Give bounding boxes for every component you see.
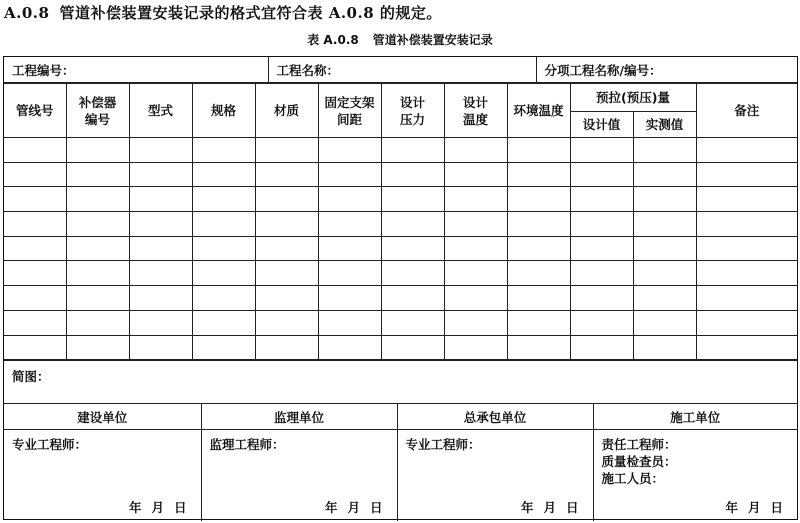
table-cell[interactable] [4,187,66,212]
table-cell[interactable] [633,335,696,360]
table-cell[interactable] [129,187,192,212]
table-cell[interactable] [192,335,255,360]
table-cell[interactable] [192,138,255,163]
col-support-spacing-l2: 间距 [336,111,362,127]
table-cell[interactable] [444,212,507,237]
date-month: 月 [543,500,556,516]
table-cell[interactable] [381,162,444,187]
table-cell[interactable] [192,310,255,335]
table-number: 表 A.0.8 [307,33,359,47]
date-month: 月 [347,500,360,516]
table-cell[interactable] [129,138,192,163]
col-compensator-number-l1: 补偿器 [78,94,117,110]
table-cell[interactable] [633,286,696,311]
table-cell[interactable] [318,162,381,187]
table-cell[interactable] [444,335,507,360]
table-cell[interactable] [66,162,129,187]
table-cell[interactable] [381,261,444,286]
date-line [119,498,187,516]
col-compensator-number [66,84,129,138]
signature-cell-contractor[interactable] [397,430,593,522]
table-cell[interactable] [66,261,129,286]
unit-title-construction-owner: 建设单位 [4,404,201,430]
date-year: 年 [725,500,738,516]
table-cell[interactable] [696,261,797,286]
table-cell[interactable] [444,187,507,212]
col-design-pressure-l2: 压力 [399,111,425,127]
col-material: 材质 [255,84,318,138]
table-cell[interactable] [381,212,444,237]
table-cell[interactable] [4,310,66,335]
table-cell[interactable] [66,286,129,311]
table-cell[interactable] [129,335,192,360]
table-cell[interactable] [381,335,444,360]
table-cell[interactable] [4,261,66,286]
table-cell[interactable] [633,261,696,286]
date-year: 年 [128,500,142,516]
table-cell[interactable] [507,310,570,335]
table-cell[interactable] [570,187,633,212]
clause-heading [4,2,442,23]
table-row [4,286,797,311]
table-cell[interactable] [570,286,633,311]
table-cell[interactable] [255,212,318,237]
project-name-field[interactable]: 工程名称： [268,57,536,83]
date-line [511,498,579,516]
table-cell[interactable] [66,187,129,212]
table-cell[interactable] [570,212,633,237]
col-compensator-number-l2: 编号 [84,111,110,127]
table-cell[interactable] [444,310,507,335]
table-title: 管道补偿装置安装记录 [372,33,493,47]
date-month: 月 [747,500,761,516]
table-cell[interactable] [129,286,192,311]
clause-number: A.0.8 [4,4,50,22]
table-row [4,138,797,163]
date-day: 日 [369,500,383,516]
table-cell[interactable] [696,310,797,335]
col-ambient-temperature: 环境温度 [507,84,570,138]
table-cell[interactable] [444,236,507,261]
table-cell[interactable] [4,236,66,261]
table-cell[interactable] [192,187,255,212]
table-cell[interactable] [129,261,192,286]
date-year: 年 [520,500,534,516]
col-design-value: 设计值 [570,112,633,138]
table-cell[interactable] [255,261,318,286]
col-pipe-number: 管线号 [4,84,66,138]
table-row [4,335,797,360]
date-month: 月 [151,500,164,516]
col-spec: 规格 [192,84,255,138]
table-row [4,212,797,237]
signer-label: 专业工程师： [12,437,88,453]
table-cell[interactable] [570,335,633,360]
table-cell[interactable] [633,212,696,237]
col-support-spacing [318,84,381,138]
clause-text: 管道补偿装置安装记录的格式宜符合表 A.0.8 的规定。 [59,4,442,22]
table-cell[interactable] [255,187,318,212]
table-cell[interactable] [192,286,255,311]
table-cell[interactable] [381,187,444,212]
table-cell[interactable] [507,261,570,286]
signer-label: 监理工程师： [209,437,285,453]
table-cell[interactable] [696,286,797,311]
table-cell[interactable] [507,187,570,212]
sub-project-field[interactable]: 分项工程名称/编号： [536,57,797,83]
table-cell[interactable] [507,335,570,360]
table-cell[interactable] [4,162,66,187]
date-line [715,498,783,516]
table-row [4,310,797,335]
table-cell[interactable] [507,212,570,237]
col-design-pressure [381,84,444,138]
table-cell[interactable] [192,261,255,286]
table-cell[interactable] [633,162,696,187]
table-cell[interactable] [255,286,318,311]
table-cell[interactable] [444,162,507,187]
table-cell[interactable] [318,335,381,360]
col-design-temperature-l2: 温度 [462,111,488,127]
signature-cell-builder[interactable] [593,430,797,522]
table-cell[interactable] [444,261,507,286]
col-support-spacing-l1: 固定支架 [324,94,375,110]
date-day: 日 [173,500,187,516]
table-cell[interactable] [255,335,318,360]
table-cell[interactable] [507,286,570,311]
table-cell[interactable] [4,335,66,360]
table-cell[interactable] [129,162,192,187]
table-cell[interactable] [507,162,570,187]
table-cell[interactable] [381,310,444,335]
table-caption [0,31,800,48]
date-line [315,498,383,516]
table-cell[interactable] [255,236,318,261]
table-cell[interactable] [66,335,129,360]
col-prestretch-group: 预拉(预压)量 [570,84,696,112]
date-day: 日 [565,500,579,516]
signer-label: 责任工程师： [601,437,677,453]
signature-table [4,404,797,521]
table-cell[interactable] [318,261,381,286]
date-year: 年 [324,500,338,516]
signer-label: 质量检查员： [601,454,677,470]
sketch-area[interactable] [4,360,797,404]
unit-title-supervision: 监理单位 [201,404,397,430]
table-cell[interactable] [318,310,381,335]
col-design-pressure-l1: 设计 [399,94,425,110]
col-type: 型式 [129,84,192,138]
table-cell[interactable] [633,187,696,212]
table-cell[interactable] [381,138,444,163]
table-cell[interactable] [66,212,129,237]
table-row [4,187,797,212]
table-cell[interactable] [4,212,66,237]
table-cell[interactable] [255,162,318,187]
table-cell[interactable] [696,212,797,237]
table-cell[interactable] [192,212,255,237]
table-row [4,236,797,261]
table-cell[interactable] [570,162,633,187]
sketch-label: 简图： [12,369,50,385]
table-cell[interactable] [696,187,797,212]
col-design-temperature [444,84,507,138]
table-cell[interactable] [381,286,444,311]
unit-title-builder: 施工单位 [593,404,797,430]
table-cell[interactable] [444,286,507,311]
table-cell[interactable] [696,138,797,163]
table-cell[interactable] [507,138,570,163]
col-measured-value: 实测值 [633,112,696,138]
table-cell[interactable] [570,310,633,335]
table-cell[interactable] [66,310,129,335]
table-cell[interactable] [66,138,129,163]
table-cell[interactable] [255,310,318,335]
table-cell[interactable] [66,236,129,261]
record-form [3,56,798,520]
table-cell[interactable] [4,138,66,163]
table-cell[interactable] [507,236,570,261]
table-cell[interactable] [318,187,381,212]
table-cell[interactable] [129,212,192,237]
table-cell[interactable] [4,286,66,311]
signer-label: 施工人员： [601,471,665,487]
table-cell[interactable] [192,162,255,187]
table-cell[interactable] [570,261,633,286]
table-cell[interactable] [381,236,444,261]
install-record-table [4,83,797,360]
col-remarks: 备注 [696,84,797,138]
signature-cell-owner[interactable] [4,430,201,522]
table-cell[interactable] [570,236,633,261]
table-cell[interactable] [255,138,318,163]
project-number-field[interactable]: 工程编号： [4,57,268,83]
table-cell[interactable] [696,236,797,261]
table-cell[interactable] [570,138,633,163]
table-cell[interactable] [318,212,381,237]
table-row [4,162,797,187]
table-cell[interactable] [318,138,381,163]
project-info-bar [4,57,797,83]
table-cell[interactable] [129,310,192,335]
table-cell[interactable] [633,138,696,163]
table-cell[interactable] [633,236,696,261]
table-cell[interactable] [444,138,507,163]
table-cell[interactable] [696,335,797,360]
unit-title-general-contractor: 总承包单位 [397,404,593,430]
signer-label: 专业工程师： [405,437,481,453]
table-cell[interactable] [696,162,797,187]
table-row [4,261,797,286]
table-cell[interactable] [129,236,192,261]
table-cell[interactable] [633,310,696,335]
signature-cell-supervision[interactable] [201,430,397,522]
table-cell[interactable] [318,286,381,311]
table-cell[interactable] [192,236,255,261]
table-cell[interactable] [318,236,381,261]
col-design-temperature-l1: 设计 [462,94,488,110]
date-day: 日 [770,500,783,516]
